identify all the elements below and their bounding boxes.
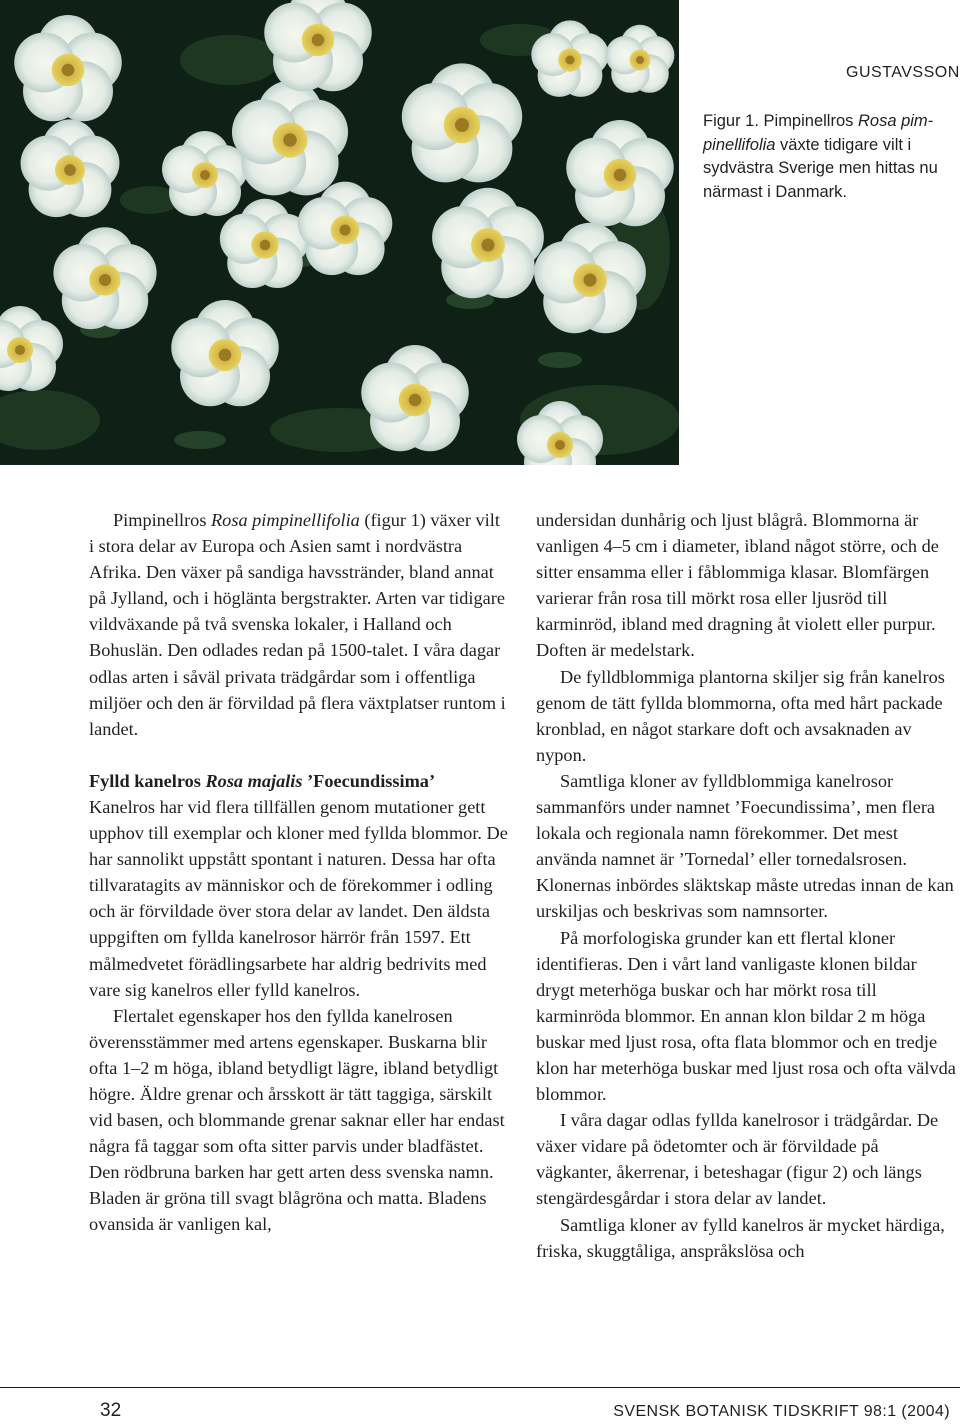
paragraph: Kanelros har vid flera tillfällen genom mutationer gett upphov till exemplar och kloner med fyllda blommor. De har sannolikt uppstått spontant i naturen. Dessa har ofta tillvaratagits av människor och de förekommer i odling och är förvildade över stora delar av landet. Den äldsta uppgiften om fyllda kanelrosor härrör från 1597. Ett målmedvetet förädlingsarbete har aldrig bedrivits med vare sig kanelros eller fylld kanelros. [89, 796, 508, 1000]
figure-1-photo-white-roses [0, 0, 679, 465]
right-column [536, 507, 956, 1264]
paragraph: På morfologiska grunder kan ett flertal kloner identifieras. Den i vårt land vanligaste klonen bildar drygt meterhöga buskar och har mörkt rosa till karminröda blommor. En annan klon bildar 2 m höga buskar med ljust rosa, ofta flata blommor och en tredje klon har meterhöga buskar med ljust rosa och ofta välvda blommor. [536, 927, 956, 1105]
caption-text: växte tidigare vilt i sydvästra Sverige men hittas nu närmast i Danmark. [703, 135, 938, 201]
paragraph: Samtliga kloner av fylld kanelros är mycket härdiga, friska, skuggtåliga, anspråkslösa och [536, 1214, 945, 1261]
species-name: Rosa pimpinellifolia [211, 510, 360, 530]
paragraph: Flertalet egenskaper hos den fyllda kanelrosen överensstämmer med artens egenskaper. Buskarna blir ofta 1–2 m höga, ibland betydligt lägre, ibland betydligt högre. Äldre grenar och årsskott är tätt taggiga, särskilt vid basen, och blommande grenar saknar eller har endast några få taggar som ofta sitter parvis under bladfästet. Den rödbruna barken har gett arten dess svenska namn. Bladen är gröna till svagt blågröna och matta. Bladens ovansida är vanligen kal, [89, 1005, 505, 1235]
paragraph: I våra dagar odlas fyllda kanelrosor i trädgårdar. De växer vidare på ödetomter och är förvildade på vägkanter, åkerrenar, i beteshagar (figur 2) och längs stengärdesgårdar i stora delar av landet. [536, 1110, 939, 1209]
author-running-header: GUSTAVSSON [846, 64, 960, 81]
paragraph: undersidan dunhårig och ljust blågrå. Blommorna är vanligen 4–5 cm i diameter, ibland något större, och de sitter ensamma eller i fåblommiga klasar. Blomfärgen varierar från rosa till mörkt rosa eller ljusröd till karminröd, ibland med dragning åt violett eller purpur. Doften är medelstark. [536, 510, 939, 661]
footer-divider [0, 1387, 960, 1388]
caption-species-name: Rosa pim-pinellifolia [703, 112, 934, 154]
page-number: 32 [100, 1400, 122, 1421]
section-heading-fylld-kanelros [89, 768, 509, 794]
paragraph: De fylldblommiga plantorna skiljer sig från kanelros genom de tätt fyllda blommorna, ofta med hårt packade kronblad, en något starkare doft och avsaknaden av nypon. [536, 666, 945, 765]
journal-citation: SVENSK BOTANISK TIDSKRIFT 98:1 (2004) [613, 1403, 950, 1420]
left-column [89, 507, 509, 1238]
heading-text: Fylld kanelros [89, 770, 206, 791]
caption-lead: Figur 1. Pimpinellros [703, 112, 858, 130]
figure-1-caption [703, 110, 958, 204]
paragraph-pimpinellros [89, 507, 509, 742]
heading-species-name: Rosa majalis [205, 770, 303, 791]
paragraph: Samtliga kloner av fylldblommiga kanelrosor sammanförs under namnet ’Foecundissima’, men flera lokala och regionala namn förekommer. Det mest använda namnet är ’Tornedal’ eller tornedalsrosen. Klonernas inbördes släktskap måste utredas innan de kan urskiljas och beskrivas som namnsorter. [536, 770, 954, 922]
paragraph-text: (figur 1) växer vilt i stora delar av Europa och Asien samt i nordvästra Afrika. Den växer på sandiga havsstränder, bland annat på Jylland, och i höglänta bergstrakter. Arten var tidigare vildväxande på två svenska lokaler, i Halland och Bohuslän. Den odlades redan på 1500-talet. I våra dagar odlas arten i såväl privata trädgårdar som i offentliga miljöer och den är förvildad på flera växtplatser runtom i landet. [89, 510, 506, 739]
paragraph-text: Pimpinellros [113, 510, 212, 530]
heading-cultivar-name: ’Foecundissima’ [302, 770, 436, 791]
